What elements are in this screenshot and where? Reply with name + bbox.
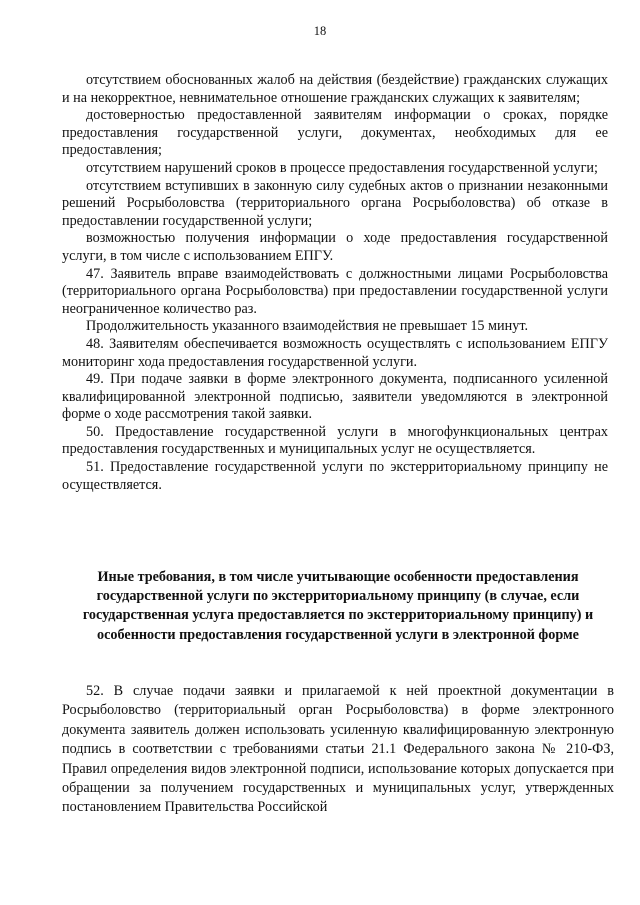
section-heading: Иные требования, в том числе учитывающие особенности предоставления государственной услуги по экстерриториальному принципу (в случае, если государственная услуга предоставляется по экстерриториальному принципу) и особенности предоставления государственной услуги в электронной форме	[82, 569, 594, 643]
paragraph-no-complaints: отсутствием обоснованных жалоб на действия (бездействие) гражданских служащих и на некорректное, невнимательное отношение гражданских служащих к заявителям;	[62, 72, 608, 106]
paragraph-49: 49. При подаче заявки в форме электронного документа, подписанного усиленной квалифицированной электронной подписью, заявители уведомляются в электронной форме о ходе рассмотрения такой заявки.	[62, 371, 608, 423]
paragraph-interaction-duration: Продолжительность указанного взаимодействия не превышает 15 минут.	[86, 318, 528, 335]
body-text-block-2	[62, 682, 614, 818]
paragraph-progress-information: возможностью получения информации о ходе предоставления государственной услуги, в том числе с использованием ЕПГУ.	[62, 230, 608, 264]
paragraph-51: 51. Предоставление государственной услуги по экстерриториальному принципу не осуществляется.	[62, 459, 608, 493]
paragraph-no-court-acts: отсутствием вступивших в законную силу судебных актов о признании незаконными решений Росрыболовства (территориального органа Росрыболовства) об отказе в предоставлении государственной услуги;	[62, 177, 608, 229]
paragraph-47: 47. Заявитель вправе взаимодействовать с должностными лицами Росрыболовства (территориального органа Росрыболовства) при предоставлении государственной услуги неограниченное количество раз.	[62, 265, 608, 317]
page-number: 18	[313, 24, 327, 38]
paragraph-50: 50. Предоставление государственной услуги в многофункциональных центрах предоставления государственных и муниципальных услуг не осуществляется.	[62, 423, 608, 458]
paragraph-48: 48. Заявителям обеспечивается возможность осуществлять с использованием ЕПГУ мониторинг хода предоставления государственной услуги.	[62, 335, 608, 370]
paragraph-no-deadline-violations: отсутствием нарушений сроков в процессе предоставления государственной услуги;	[86, 159, 598, 176]
paragraph-information-reliability: достоверностью предоставленной заявителям информации о сроках, порядке предоставления государственной услуги, документах, необходимых для ее предоставления;	[62, 107, 608, 159]
paragraph-52: 52. В случае подачи заявки и прилагаемой к ней проектной документации в Росрыболовство (территориальный орган Росрыболовства) в форме электронного документа заявитель должен использовать усиленную квалифицированную электронную подпись в соответствии с требованиями статьи 21.1 Федерального закона № 210-ФЗ, Правил определения видов электронной подписи, использование которых допускается при обращении за получением государственных и муниципальных услуг, утвержденных постановлением Правительства Российской	[62, 683, 614, 816]
body-text-block	[62, 72, 608, 494]
